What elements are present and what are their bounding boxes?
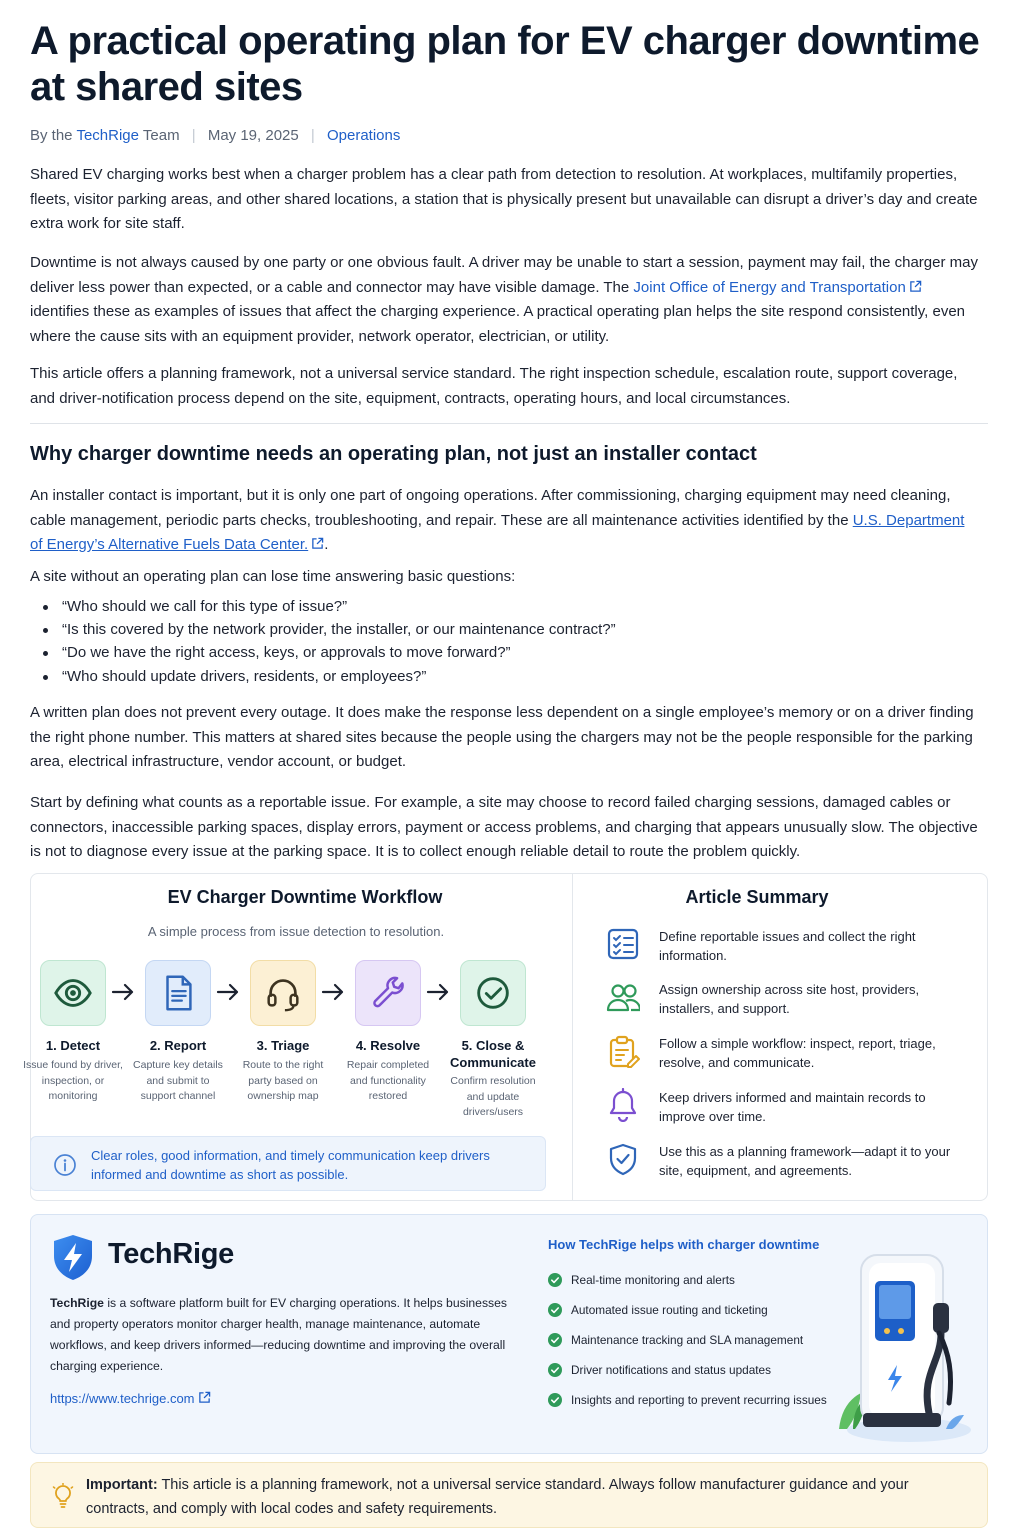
link-text: Joint Office of Energy and Transportation xyxy=(633,278,906,296)
check-circle-icon xyxy=(548,1393,562,1407)
website-link[interactable] xyxy=(50,1391,211,1406)
wrench-icon xyxy=(367,972,409,1014)
people-icon xyxy=(606,980,640,1014)
feature-item xyxy=(548,1303,768,1317)
eye-icon xyxy=(52,972,94,1014)
techrige-promo-card xyxy=(30,1214,988,1454)
workflow-step-description: Confirm resolution and update drivers/users xyxy=(450,1075,536,1118)
feature-item xyxy=(548,1273,735,1287)
arrow-right-icon xyxy=(216,982,240,1002)
workflow-step-title: 5. Close & Communicate xyxy=(450,1038,536,1070)
byline-prefix: By the xyxy=(30,127,73,144)
workflow-step-description: Repair completed and functionality restored xyxy=(346,1059,430,1102)
paragraph-text: An installer contact is important, but it is only one part of ongoing operations. After commissioning, charging equipment may need cleaning, cable management, periodic parts checks, troubleshooting, and repair. These are all maintenance activities identified by the xyxy=(30,487,951,529)
brand-name-inline: TechRige xyxy=(50,1296,104,1310)
check-circle-icon xyxy=(548,1303,562,1317)
list-intro: A site without an operating plan can lose time answering basic questions: xyxy=(30,568,516,585)
link-text: https://www.techrige.com xyxy=(50,1391,195,1406)
workflow-subtitle: A simple process from issue detection to resolution. xyxy=(147,924,445,939)
section-paragraph-2: A written plan does not prevent every outage. It does make the response less dependent on a single employee’s memory or on a driver finding the right phone number. This matters at shared sites because the people using the chargers may not be the people responsible for the parking area, electrical infrastructure, vendor account, or budget. xyxy=(30,704,974,770)
arrow-right-icon xyxy=(111,982,135,1002)
checklist-icon xyxy=(606,927,640,961)
link-text: U.S. Department of Energy’s Alternative Fuels Data Center. xyxy=(30,511,965,553)
byline-separator: | xyxy=(191,127,196,144)
section-divider xyxy=(30,423,988,424)
clipboard-icon xyxy=(606,1034,640,1068)
article-title: A practical operating plan for EV charger downtime at shared sites xyxy=(30,19,980,109)
workflow-note xyxy=(30,1136,546,1191)
joint-office-link[interactable] xyxy=(633,279,921,296)
feature-text: Maintenance tracking and SLA management xyxy=(571,1333,804,1347)
external-link-icon xyxy=(909,280,922,293)
summary-item-text: Keep drivers informed and maintain records to improve over time. xyxy=(659,1090,926,1124)
workflow-step-title: 4. Resolve xyxy=(355,1038,421,1053)
list-item: “Who should update drivers, residents, or employees?” xyxy=(52,665,616,688)
feature-item xyxy=(548,1393,827,1407)
summary-item-text: Define reportable issues and collect the right information. xyxy=(659,929,916,963)
external-link-icon xyxy=(311,537,324,550)
section-heading: Why charger downtime needs an operating plan, not just an installer contact xyxy=(30,443,757,465)
headset-icon xyxy=(262,972,304,1014)
brand-description xyxy=(50,1293,525,1377)
panel-divider xyxy=(572,874,573,1200)
external-link-icon xyxy=(198,1391,211,1404)
workflow-step-icon-box xyxy=(460,960,526,1026)
arrow-right-icon xyxy=(321,982,345,1002)
section-paragraph-1 xyxy=(30,484,980,558)
section-paragraph-3: Start by defining what counts as a reportable issue. For example, a site may choose to record failed charging sessions, damaged cables or connectors, inaccessible parking spaces, display errors, payment or access problems, and charging that appears unusually slow. The objective is not to diagnose every issue at the parking space. It is to collect enough reliable detail to route the problem quickly. xyxy=(30,794,978,860)
arrow-right-icon xyxy=(426,982,450,1002)
workflow-step-description: Route to the right party based on ownership map xyxy=(242,1059,324,1102)
description-text: is a software platform built for EV charging operations. It helps businesses and property operators monitor charger health, manage maintenance, automate workflows, and keep drivers informed—reducing downtime and improving the overall charging experience. xyxy=(50,1296,508,1373)
workflow-step-title: 2. Report xyxy=(149,1038,207,1053)
list-item: “Is this covered by the network provider, the installer, or our maintenance contract?” xyxy=(52,618,616,641)
byline xyxy=(30,127,400,144)
publish-date: May 19, 2025 xyxy=(207,127,299,144)
workflow-step-description: Issue found by driver, inspection, or monitoring xyxy=(23,1059,123,1102)
shield-check-icon xyxy=(606,1142,640,1176)
brand-name: TechRige xyxy=(108,1238,234,1270)
notice-text: This article is a planning framework, not a universal service standard. Always follow manufacturer guidance and your contracts, and comply with local codes and safety requirements. xyxy=(86,1477,909,1517)
workflow-step-icon-box xyxy=(355,960,421,1026)
important-text xyxy=(86,1473,946,1521)
lightbulb-icon xyxy=(51,1483,75,1509)
feature-text: Automated issue routing and ticketing xyxy=(571,1303,768,1317)
important-label: Important: xyxy=(86,1477,158,1493)
check-circle-icon xyxy=(548,1363,562,1377)
list-item: “Do we have the right access, keys, or approvals to move forward?” xyxy=(52,641,616,664)
category-link[interactable]: Operations xyxy=(326,127,401,144)
byline-separator: | xyxy=(310,127,315,144)
byline-brand-link[interactable]: TechRige xyxy=(76,127,139,144)
feature-item xyxy=(548,1363,771,1377)
feature-text: Insights and reporting to prevent recurring issues xyxy=(571,1393,827,1407)
workflow-step-description: Capture key details and submit to support channel xyxy=(133,1059,223,1102)
feature-text: Driver notifications and status updates xyxy=(571,1363,771,1377)
document-icon xyxy=(157,972,199,1014)
note-text: Clear roles, good information, and timely communication keep drivers informed and downtime as short as possible. xyxy=(91,1148,490,1182)
features-title: How TechRige helps with charger downtime xyxy=(548,1237,820,1252)
check-circle-icon xyxy=(472,972,514,1014)
summary-item-text: Assign ownership across site host, providers, installers, and support. xyxy=(659,982,920,1016)
intro-paragraph-1: Shared EV charging works best when a charger problem has a clear path from detection to resolution. At workplaces, multifamily properties, fleets, visitor parking areas, and other shared locations, a station that is physically present but unavailable can disrupt a driver’s day and create extra work for site staff. xyxy=(30,166,978,232)
summary-item-text: Use this as a planning framework—adapt it to your site, equipment, and agreements. xyxy=(659,1144,951,1178)
ev-charger-illustration xyxy=(831,1245,976,1445)
info-icon xyxy=(53,1153,77,1177)
workflow-step-icon-box xyxy=(40,960,106,1026)
bell-icon xyxy=(606,1088,640,1122)
paragraph-text: identifies these as examples of issues that affect the charging experience. A practical operating plan helps the site respond consistently, even where the cause sits with an equipment provider, network operator, electrician, or utility. xyxy=(30,303,966,345)
bolt-shield-icon xyxy=(50,1233,96,1281)
question-list xyxy=(52,595,616,688)
workflow-step-title: 3. Triage xyxy=(256,1038,310,1053)
list-item: “Who should we call for this type of issue?” xyxy=(52,595,616,618)
feature-text: Real-time monitoring and alerts xyxy=(571,1273,735,1287)
important-notice xyxy=(30,1462,988,1528)
intro-paragraph-3: This article offers a planning framework, not a universal service standard. The right inspection schedule, escalation route, support coverage, and driver-notification process depend on the site, equipment, contracts, operating hours, and local circumstances. xyxy=(30,365,958,407)
byline-suffix: Team xyxy=(142,127,180,144)
workflow-step-icon-box xyxy=(250,960,316,1026)
paragraph-text: . xyxy=(324,536,329,553)
intro-paragraph-2 xyxy=(30,251,980,349)
workflow-step-title: 1. Detect xyxy=(45,1038,101,1053)
summary-item-text: Follow a simple workflow: inspect, report, triage, resolve, and communicate. xyxy=(659,1036,936,1070)
workflow-step-icon-box xyxy=(145,960,211,1026)
feature-item xyxy=(548,1333,803,1347)
workflow-title: EV Charger Downtime Workflow xyxy=(167,887,443,907)
paragraph-text: Downtime is not always caused by one party or one obvious fault. A driver may be unable to start a session, payment may fail, the charger may deliver less power than expected, or a cable and connector may have visible damage. The xyxy=(30,254,978,296)
summary-title: Article Summary xyxy=(685,887,829,907)
check-circle-icon xyxy=(548,1273,562,1287)
check-circle-icon xyxy=(548,1333,562,1347)
